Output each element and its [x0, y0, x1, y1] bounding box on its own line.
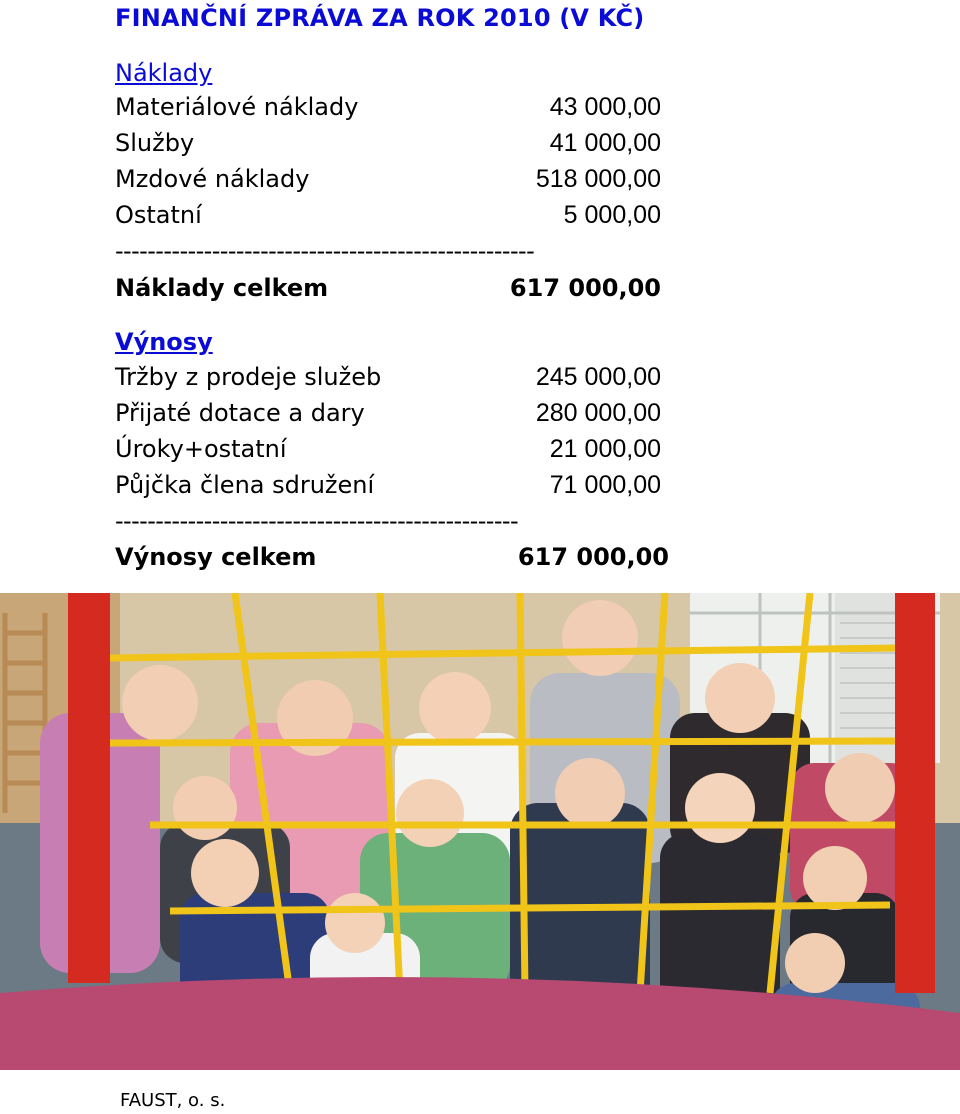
cost-row [115, 165, 661, 201]
revenue-value: 71 000,00 [549, 471, 661, 499]
costs-total-label: Náklady celkem [115, 274, 329, 302]
group-photo-illustration [0, 593, 960, 1070]
revenue-row [115, 363, 661, 399]
cost-value: 518 000,00 [535, 165, 661, 193]
cost-label: Mzdové náklady [115, 165, 310, 193]
report-title: FINANČNÍ ZPRÁVA ZA ROK 2010 (V KČ) [115, 4, 645, 32]
costs-total-row [115, 274, 661, 310]
revenue-label: Úroky+ostatní [115, 435, 287, 463]
cost-row [115, 93, 661, 129]
footer-org-name: FAUST, o. s. [120, 1090, 226, 1111]
revenue-value: 21 000,00 [549, 435, 661, 463]
costs-total-value: 617 000,00 [509, 274, 661, 302]
revenue-total-row [115, 543, 669, 579]
revenue-label: Půjčka člena sdružení [115, 471, 375, 499]
cost-label: Materiálové náklady [115, 93, 359, 121]
revenue-total-value: 617 000,00 [517, 543, 669, 571]
cost-label: Ostatní [115, 201, 202, 229]
revenue-row [115, 399, 661, 435]
cost-row [115, 129, 661, 165]
divider-line: ---------------------------------------------------- [115, 237, 535, 265]
revenue-heading: Výnosy [115, 328, 213, 356]
revenue-value: 245 000,00 [535, 363, 661, 391]
revenue-row [115, 471, 661, 507]
cost-value: 41 000,00 [549, 129, 661, 157]
cost-value: 43 000,00 [549, 93, 661, 121]
revenue-value: 280 000,00 [535, 399, 661, 427]
cost-value: 5 000,00 [563, 201, 661, 229]
divider-line: -------------------------------------------------- [115, 507, 519, 535]
revenue-row [115, 435, 661, 471]
revenue-total-label: Výnosy celkem [115, 543, 317, 571]
group-photo [0, 593, 960, 1070]
revenue-label: Tržby z prodeje služeb [115, 363, 382, 391]
cost-row [115, 201, 661, 237]
revenue-label: Přijaté dotace a dary [115, 399, 365, 427]
cost-label: Služby [115, 129, 195, 157]
costs-heading: Náklady [115, 59, 213, 87]
